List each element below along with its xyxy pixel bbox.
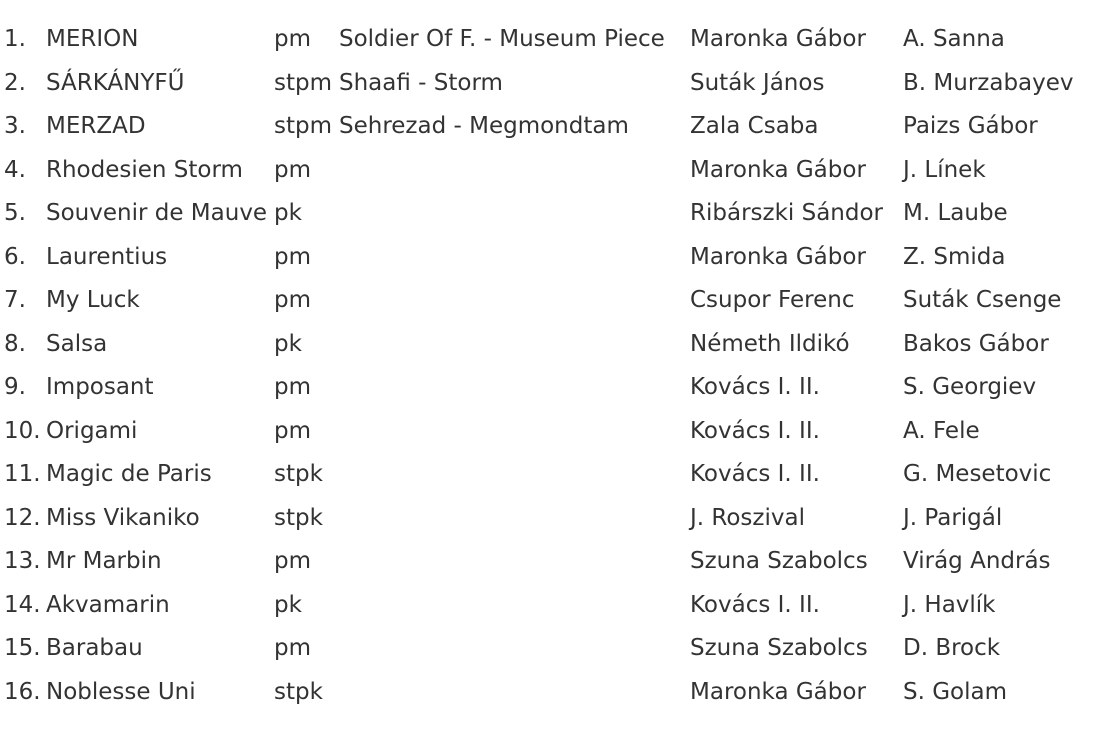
type-cell: pm (274, 287, 312, 314)
results-table-body (4, 18, 1103, 714)
owner-cell: Kovács I. II. (690, 417, 820, 444)
owner-cell: Kovács I. II. (690, 591, 820, 618)
pedigree-cell (339, 410, 690, 454)
horse-name-cell: Akvamarin (46, 591, 170, 618)
pedigree-cell (339, 149, 690, 193)
horse-name-cell: Salsa (46, 330, 108, 357)
rank-cell: 10. (4, 417, 41, 444)
owner-cell: Suták János (690, 69, 825, 96)
pedigree-cell (339, 366, 690, 410)
pedigree-cell (339, 323, 690, 367)
pedigree-cell: Sehrezad - Megmondtam (339, 113, 629, 140)
rider-cell: Z. Smida (903, 243, 1006, 270)
owner-cell: Szuna Szabolcs (690, 548, 868, 575)
rider-cell: A. Sanna (903, 26, 1005, 53)
type-cell: pm (274, 374, 312, 401)
rider-cell: S. Golam (903, 678, 1008, 705)
pedigree-cell (339, 540, 690, 584)
horse-name-cell: Laurentius (46, 243, 168, 270)
rider-cell: Paizs Gábor (903, 113, 1038, 140)
pedigree-cell (339, 627, 690, 671)
rank-cell: 12. (4, 504, 41, 531)
table-row (4, 453, 1103, 497)
rider-cell: Bakos Gábor (903, 330, 1049, 357)
rank-cell: 9. (4, 374, 26, 401)
horse-name-cell: MERZAD (46, 113, 146, 140)
pedigree-cell (339, 497, 690, 541)
rider-cell: D. Brock (903, 635, 1001, 662)
type-cell: stpk (274, 678, 323, 705)
rank-cell: 16. (4, 678, 41, 705)
owner-cell: Maronka Gábor (690, 243, 866, 270)
owner-cell: Kovács I. II. (690, 461, 820, 488)
type-cell: stpk (274, 461, 323, 488)
type-cell: pk (274, 591, 302, 618)
table-row (4, 671, 1103, 715)
type-cell: pk (274, 200, 302, 227)
pedigree-cell: Soldier Of F. - Museum Piece (339, 26, 665, 53)
type-cell: stpk (274, 504, 323, 531)
rider-cell: M. Laube (903, 200, 1008, 227)
type-cell: pm (274, 548, 312, 575)
rank-cell: 8. (4, 330, 26, 357)
pedigree-cell (339, 453, 690, 497)
rider-cell: J. Havlík (903, 591, 996, 618)
table-row (4, 323, 1103, 367)
owner-cell: Csupor Ferenc (690, 287, 855, 314)
owner-cell: Maronka Gábor (690, 678, 866, 705)
horse-name-cell: SÁRKÁNYFŰ (46, 69, 185, 96)
horse-name-cell: Mr Marbin (46, 548, 162, 575)
type-cell: stpm (274, 69, 333, 96)
rider-cell: Suták Csenge (903, 287, 1062, 314)
rider-cell: J. Parigál (903, 504, 1003, 531)
rank-cell: 14. (4, 591, 41, 618)
rank-cell: 1. (4, 26, 26, 53)
owner-cell: Németh Ildikó (690, 330, 850, 357)
owner-cell: Szuna Szabolcs (690, 635, 868, 662)
owner-cell: J. Roszival (690, 504, 805, 531)
owner-cell: Ribárszki Sándor (690, 200, 883, 227)
owner-cell: Maronka Gábor (690, 26, 866, 53)
table-row (4, 584, 1103, 628)
rider-cell: Virág András (903, 548, 1051, 575)
pedigree-cell (339, 236, 690, 280)
horse-name-cell: Imposant (46, 374, 154, 401)
owner-cell: Maronka Gábor (690, 156, 866, 183)
table-row (4, 497, 1103, 541)
pedigree-cell: Shaafi - Storm (339, 69, 503, 96)
table-row (4, 540, 1103, 584)
table-row (4, 105, 1103, 149)
type-cell: pm (274, 243, 312, 270)
rank-cell: 3. (4, 113, 26, 140)
pedigree-cell (339, 584, 690, 628)
table-row (4, 62, 1103, 106)
table-row (4, 366, 1103, 410)
rider-cell: S. Georgiev (903, 374, 1037, 401)
table-row (4, 236, 1103, 280)
horse-name-cell: MERION (46, 26, 139, 53)
horse-name-cell: My Luck (46, 287, 140, 314)
type-cell: stpm (274, 113, 333, 140)
horse-name-cell: Origami (46, 417, 138, 444)
rank-cell: 2. (4, 69, 26, 96)
table-row (4, 18, 1103, 62)
table-row (4, 192, 1103, 236)
table-row (4, 149, 1103, 193)
pedigree-cell (339, 671, 690, 715)
rank-cell: 6. (4, 243, 26, 270)
horse-name-cell: Magic de Paris (46, 461, 212, 488)
owner-cell: Kovács I. II. (690, 374, 820, 401)
horse-name-cell: Rhodesien Storm (46, 156, 243, 183)
table-row (4, 627, 1103, 671)
results-table (4, 18, 1103, 714)
type-cell: pk (274, 330, 302, 357)
horse-name-cell: Noblesse Uni (46, 678, 196, 705)
rider-cell: J. Línek (903, 156, 986, 183)
horse-name-cell: Barabau (46, 635, 143, 662)
type-cell: pm (274, 417, 312, 444)
rank-cell: 15. (4, 635, 41, 662)
rank-cell: 7. (4, 287, 26, 314)
table-row (4, 279, 1103, 323)
type-cell: pm (274, 635, 312, 662)
rank-cell: 5. (4, 200, 26, 227)
type-cell: pm (274, 26, 312, 53)
type-cell: pm (274, 156, 312, 183)
horse-name-cell: Miss Vikaniko (46, 504, 200, 531)
rank-cell: 4. (4, 156, 26, 183)
rider-cell: B. Murzabayev (903, 69, 1074, 96)
horse-name-cell: Souvenir de Mauve (46, 200, 268, 227)
rank-cell: 13. (4, 548, 41, 575)
rank-cell: 11. (4, 461, 41, 488)
rider-cell: G. Mesetovic (903, 461, 1052, 488)
table-row (4, 410, 1103, 454)
rider-cell: A. Fele (903, 417, 980, 444)
pedigree-cell (339, 279, 690, 323)
owner-cell: Zala Csaba (690, 113, 819, 140)
pedigree-cell (339, 192, 690, 236)
